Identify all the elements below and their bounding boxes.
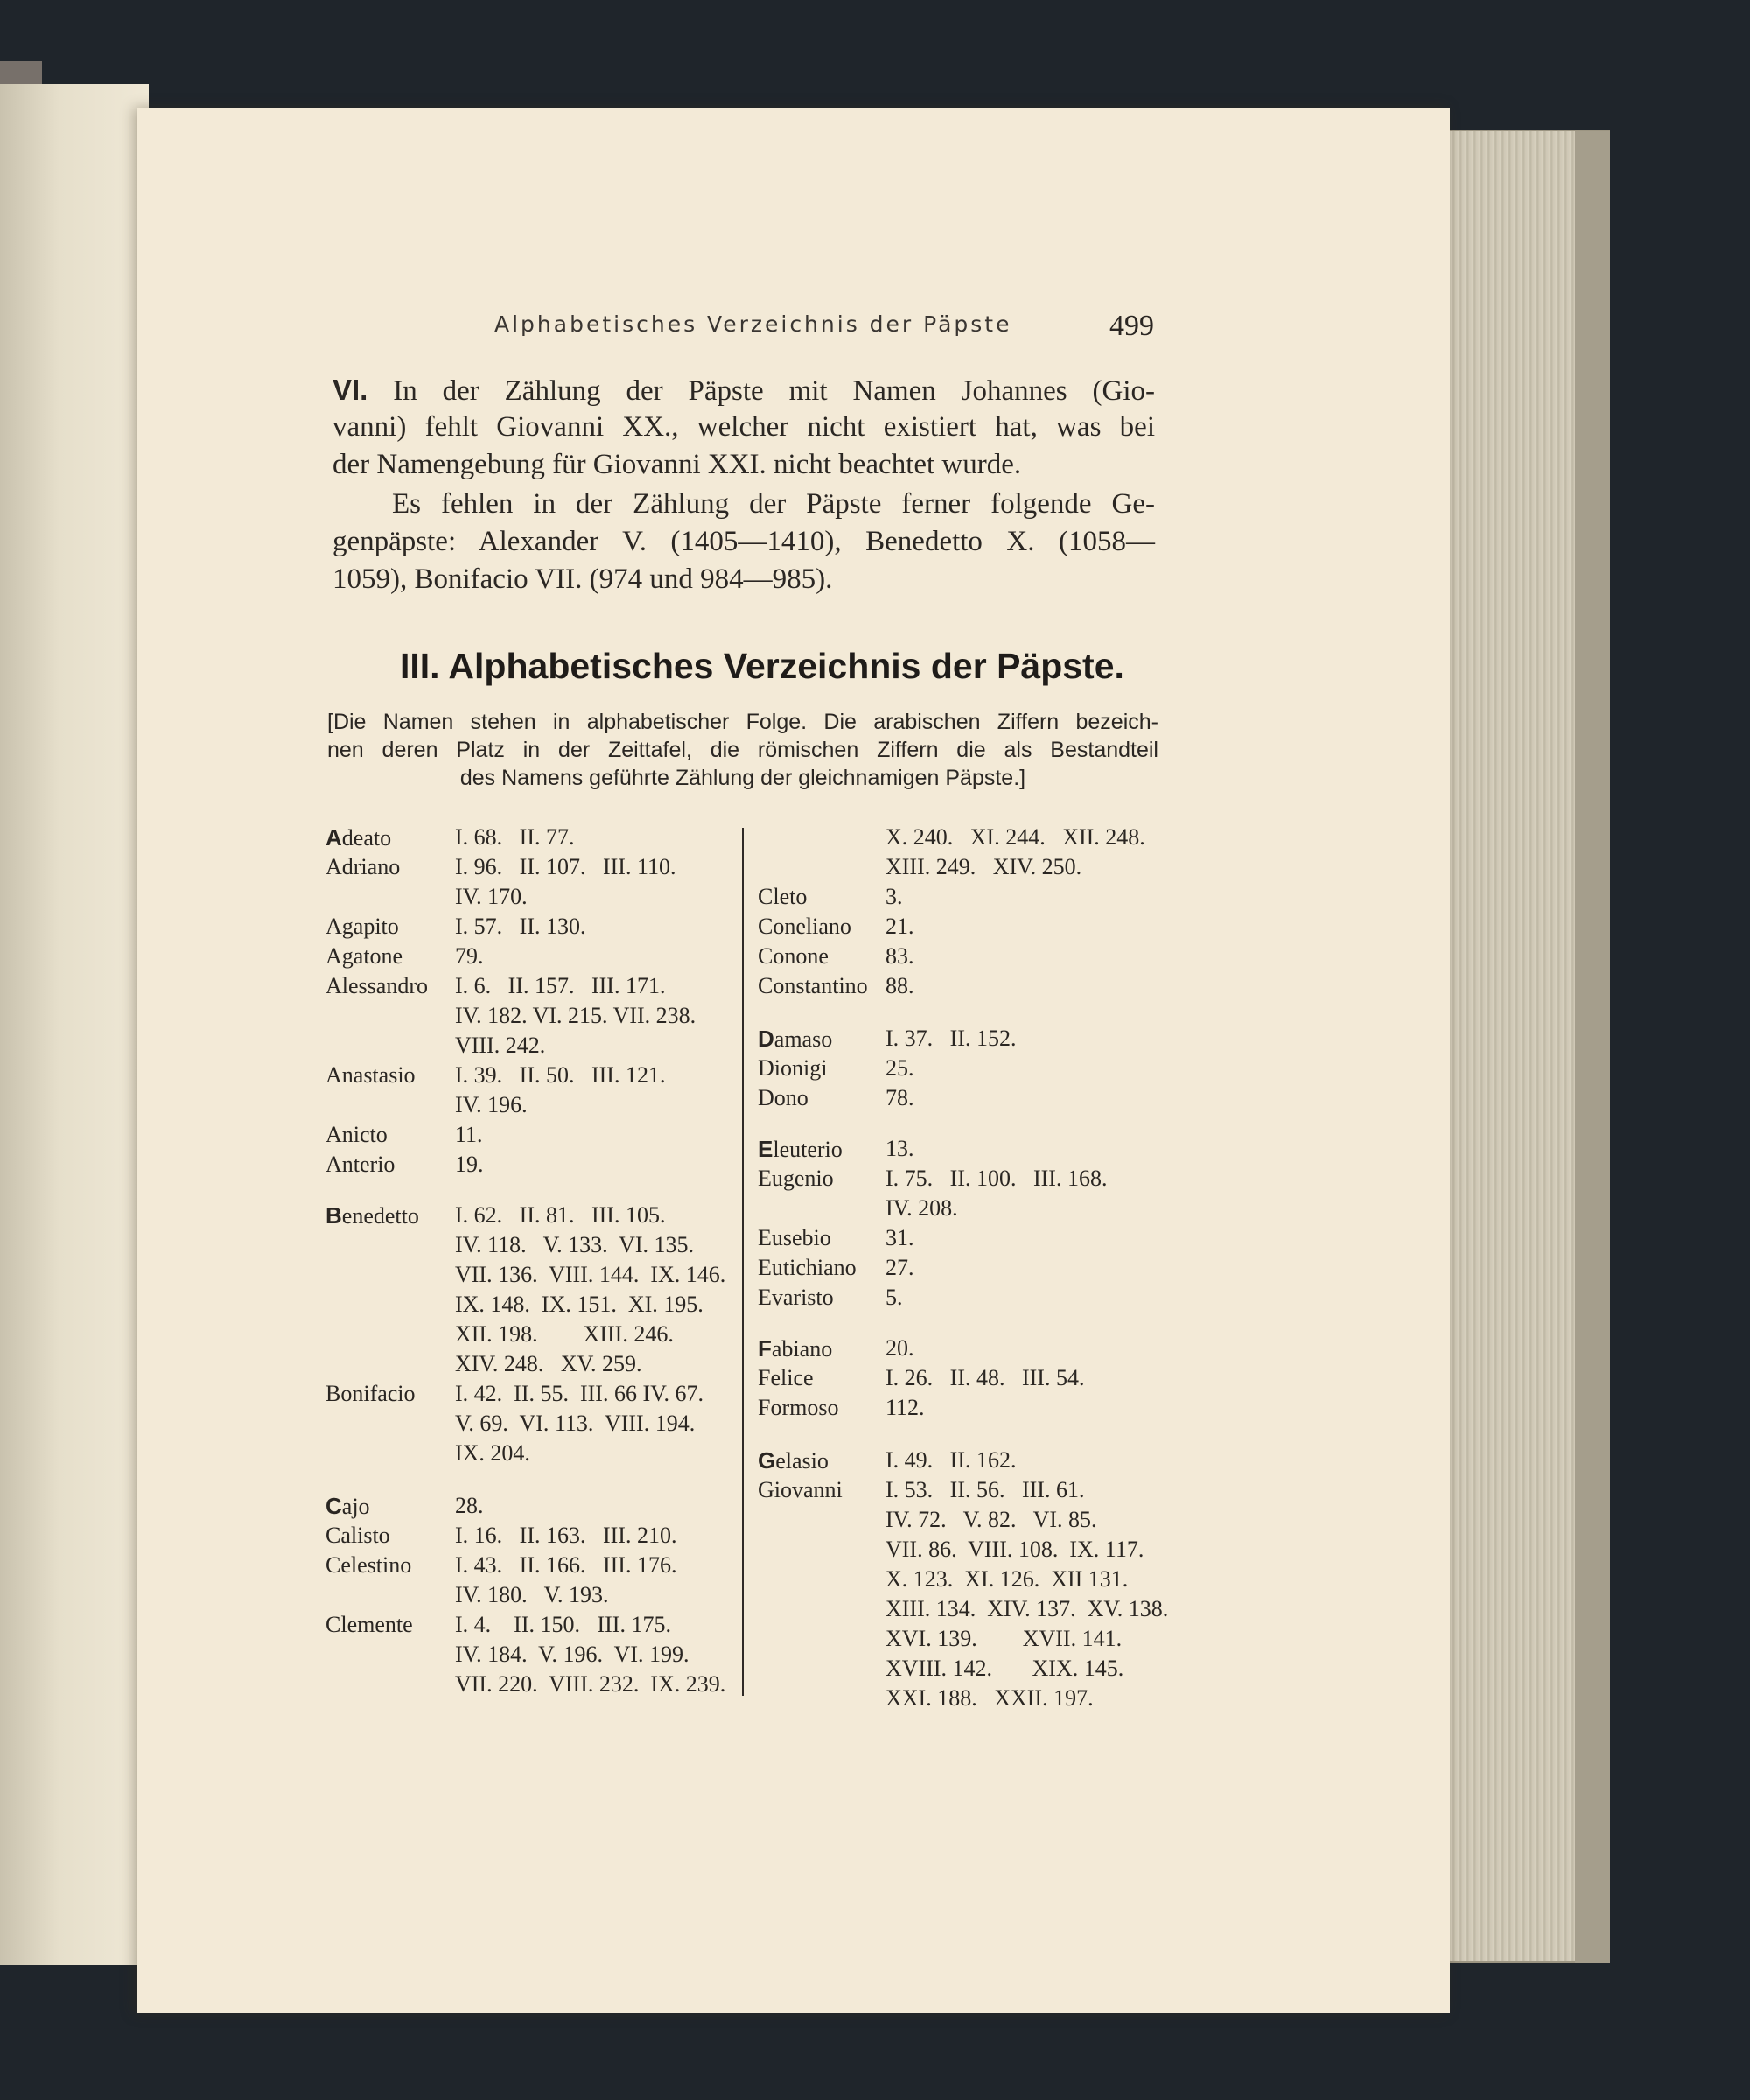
entry-name-rest: abiano [771,1336,833,1362]
index-entry-numbers: 13. [886,1136,914,1161]
index-entry-name: Adriano [326,854,401,879]
index-entry-numbers: 27. [886,1255,914,1280]
intro-line-3: des Namens geführte Zählung der gleichnamigen Päpste.] [459,766,1026,790]
index-entry-numbers: VII. 220. VIII. 232. IX. 239. [455,1671,726,1697]
index-entry-numbers: XIII. 134. XIV. 137. XV. 138. [886,1596,1169,1621]
index-entry-name [758,1026,832,1053]
para2-line-3: 1059), Bonifacio VII. (974 und 984—985). [332,564,833,595]
index-entry-numbers: I. 4. II. 150. III. 175. [455,1612,671,1637]
index-entry-name [326,1202,419,1229]
index-entry-numbers: I. 68. II. 77. [455,824,575,850]
page-number: 499 [1110,310,1154,342]
index-entry-name: Felice [758,1365,814,1390]
entry-initial: E [758,1136,774,1162]
index-entry-numbers: I. 37. II. 152. [886,1026,1017,1051]
index-entry-numbers: X. 123. XI. 126. XII 131. [886,1566,1129,1592]
index-entry-name [326,1493,370,1520]
index-entry-name: Calisto [326,1522,390,1548]
entry-initial: C [326,1493,342,1519]
entry-name-rest: elasio [775,1448,829,1474]
index-entry-numbers: VII. 86. VIII. 108. IX. 117. [886,1536,1144,1562]
index-entry-name: Formoso [758,1395,839,1420]
index-entry-numbers: IV. 170. [455,884,528,909]
index-entry-name: Clemente [326,1612,413,1637]
index-entry-numbers: I. 75. II. 100. III. 168. [886,1166,1108,1191]
index-entry-name: Giovanni [758,1477,843,1502]
index-entry-numbers: 25. [886,1055,914,1081]
entry-initial: F [758,1335,772,1362]
index-entry-numbers: XVI. 139. XVII. 141. [886,1626,1123,1651]
para-vi-line-3: der Namengebung für Giovanni XXI. nicht beachtet wurde. [332,449,1022,480]
index-entry-numbers: IV. 208. [886,1195,958,1221]
index-entry-numbers: XII. 198. XIII. 246. [455,1321,674,1347]
index-entry-name: Eutichiano [758,1255,857,1280]
index-entry-name: Bonifacio [326,1381,416,1406]
entry-name-rest: leuterio [773,1137,843,1162]
index-entry-name: Celestino [326,1552,412,1578]
index-entry-numbers: IV. 196. [455,1092,528,1117]
index-entry-name: Eugenio [758,1166,834,1191]
index-entry-name: Agapito [326,914,399,939]
index-entry-numbers: I. 57. II. 130. [455,914,586,939]
index-entry-name: Eusebio [758,1225,831,1250]
index-entry-numbers: 21. [886,914,914,939]
index-entry-numbers: 20. [886,1335,914,1361]
index-entry-numbers: 5. [886,1284,903,1310]
para2-line-2: genpäpste: Alexander V. (1405—1410), Benedetto X. (1058— [332,526,1155,557]
index-entry-numbers: I. 96. II. 107. III. 110. [455,854,676,879]
index-entry-numbers: I. 43. II. 166. III. 176. [455,1552,677,1578]
index-entry-numbers: XIV. 248. XV. 259. [455,1351,642,1376]
index-entry-numbers: I. 16. II. 163. III. 210. [455,1522,677,1548]
index-entry-name [758,1447,829,1474]
running-head: Alphabetisches Verzeichnis der Päpste [494,312,1012,337]
index-entry-numbers: 78. [886,1085,914,1110]
entry-name-rest: amaso [774,1026,833,1052]
book-cover-edge [1575,131,1610,1963]
index-entry-numbers: I. 6. II. 157. III. 171. [455,973,666,998]
index-entry-name: Conone [758,943,829,969]
index-entry-numbers: X. 240. XI. 244. XII. 248. [886,824,1145,850]
index-entry-numbers: I. 39. II. 50. III. 121. [455,1062,666,1088]
index-entry-numbers: I. 49. II. 162. [886,1447,1017,1473]
column-divider [742,828,744,1696]
section-vi-label: VI. [332,374,368,406]
index-entry-name: Cleto [758,884,808,909]
index-entry-name: Evaristo [758,1284,834,1310]
index-entry-numbers: IV. 72. V. 82. VI. 85. [886,1507,1097,1532]
index-entry-numbers: 19. [455,1152,484,1177]
index-entry-name [326,824,391,851]
entry-name-rest: deato [341,825,392,850]
index-entry-numbers: IV. 180. V. 193. [455,1582,609,1607]
index-entry-numbers: 83. [886,943,914,969]
index-entry-name: Dono [758,1085,808,1110]
para-vi-line-2: vanni) fehlt Giovanni XX., welcher nicht existiert hat, was bei [332,411,1155,443]
index-entry-numbers: IX. 148. IX. 151. XI. 195. [455,1292,704,1317]
index-entry-name: Anastasio [326,1062,416,1088]
index-entry-name [758,1136,843,1163]
index-entry-name: Dionigi [758,1055,828,1081]
section-heading: III. Alphabetisches Verzeichnis der Päpste. [400,646,1124,686]
index-entry-name [758,1335,832,1362]
index-entry-name: Coneliano [758,914,851,939]
index-entry-name: Alessandro [326,973,428,998]
index-entry-numbers: 3. [886,884,903,909]
para-vi-line-1 [332,371,1155,410]
index-entry-numbers: IV. 184. V. 196. VI. 199. [455,1642,690,1667]
index-entry-name: Constantino [758,973,868,998]
index-entry-numbers: VII. 136. VIII. 144. IX. 146. [455,1262,726,1287]
intro-line-2: nen deren Platz in der Zeittafel, die römischen Ziffern die als Bestandteil [327,738,1158,762]
index-entry-numbers: 28. [455,1493,484,1518]
intro-line-1: [Die Namen stehen in alphabetischer Folge. Die arabischen Ziffern bezeich- [327,710,1158,734]
index-entry-numbers: I. 26. II. 48. III. 54. [886,1365,1085,1390]
index-entry-name: Anicto [326,1122,388,1147]
entry-initial: G [758,1447,776,1474]
entry-name-rest: ajo [341,1494,370,1519]
index-entry-numbers: I. 42. II. 55. III. 66 IV. 67. [455,1381,704,1406]
index-entry-numbers: 88. [886,973,914,998]
index-entry-numbers: 11. [455,1122,483,1147]
index-entry-numbers: IV. 182. VI. 215. VII. 238. [455,1003,696,1028]
left-page [0,84,149,1965]
index-entry-numbers: 79. [455,943,484,969]
entry-initial: D [758,1026,774,1052]
index-entry-numbers: VIII. 242. [455,1032,546,1058]
para-vi-line-1-text: In der Zählung der Päpste mit Namen Johannes (Gio- [393,375,1155,407]
index-entry-numbers: V. 69. VI. 113. VIII. 194. [455,1410,696,1436]
entry-initial: A [326,824,342,850]
index-entry-numbers: XXI. 188. XXII. 197. [886,1685,1094,1711]
entry-name-rest: enedetto [341,1203,419,1228]
index-entry-numbers: I. 53. II. 56. III. 61. [886,1477,1085,1502]
index-entry-numbers: XVIII. 142. XIX. 145. [886,1656,1124,1681]
index-entry-numbers: IX. 204. [455,1440,530,1466]
index-entry-numbers: 31. [886,1225,914,1250]
entry-initial: B [326,1202,342,1228]
index-entry-numbers: I. 62. II. 81. III. 105. [455,1202,666,1228]
index-entry-name: Agatone [326,943,403,969]
para2-line-1: Es fehlen in der Zählung der Päpste ferner folgende Ge- [392,488,1155,520]
index-entry-name: Anterio [326,1152,396,1177]
index-entry-numbers: 112. [886,1395,925,1420]
index-entry-numbers: IV. 118. V. 133. VI. 135. [455,1232,695,1257]
index-entry-numbers: XIII. 249. XIV. 250. [886,854,1082,879]
